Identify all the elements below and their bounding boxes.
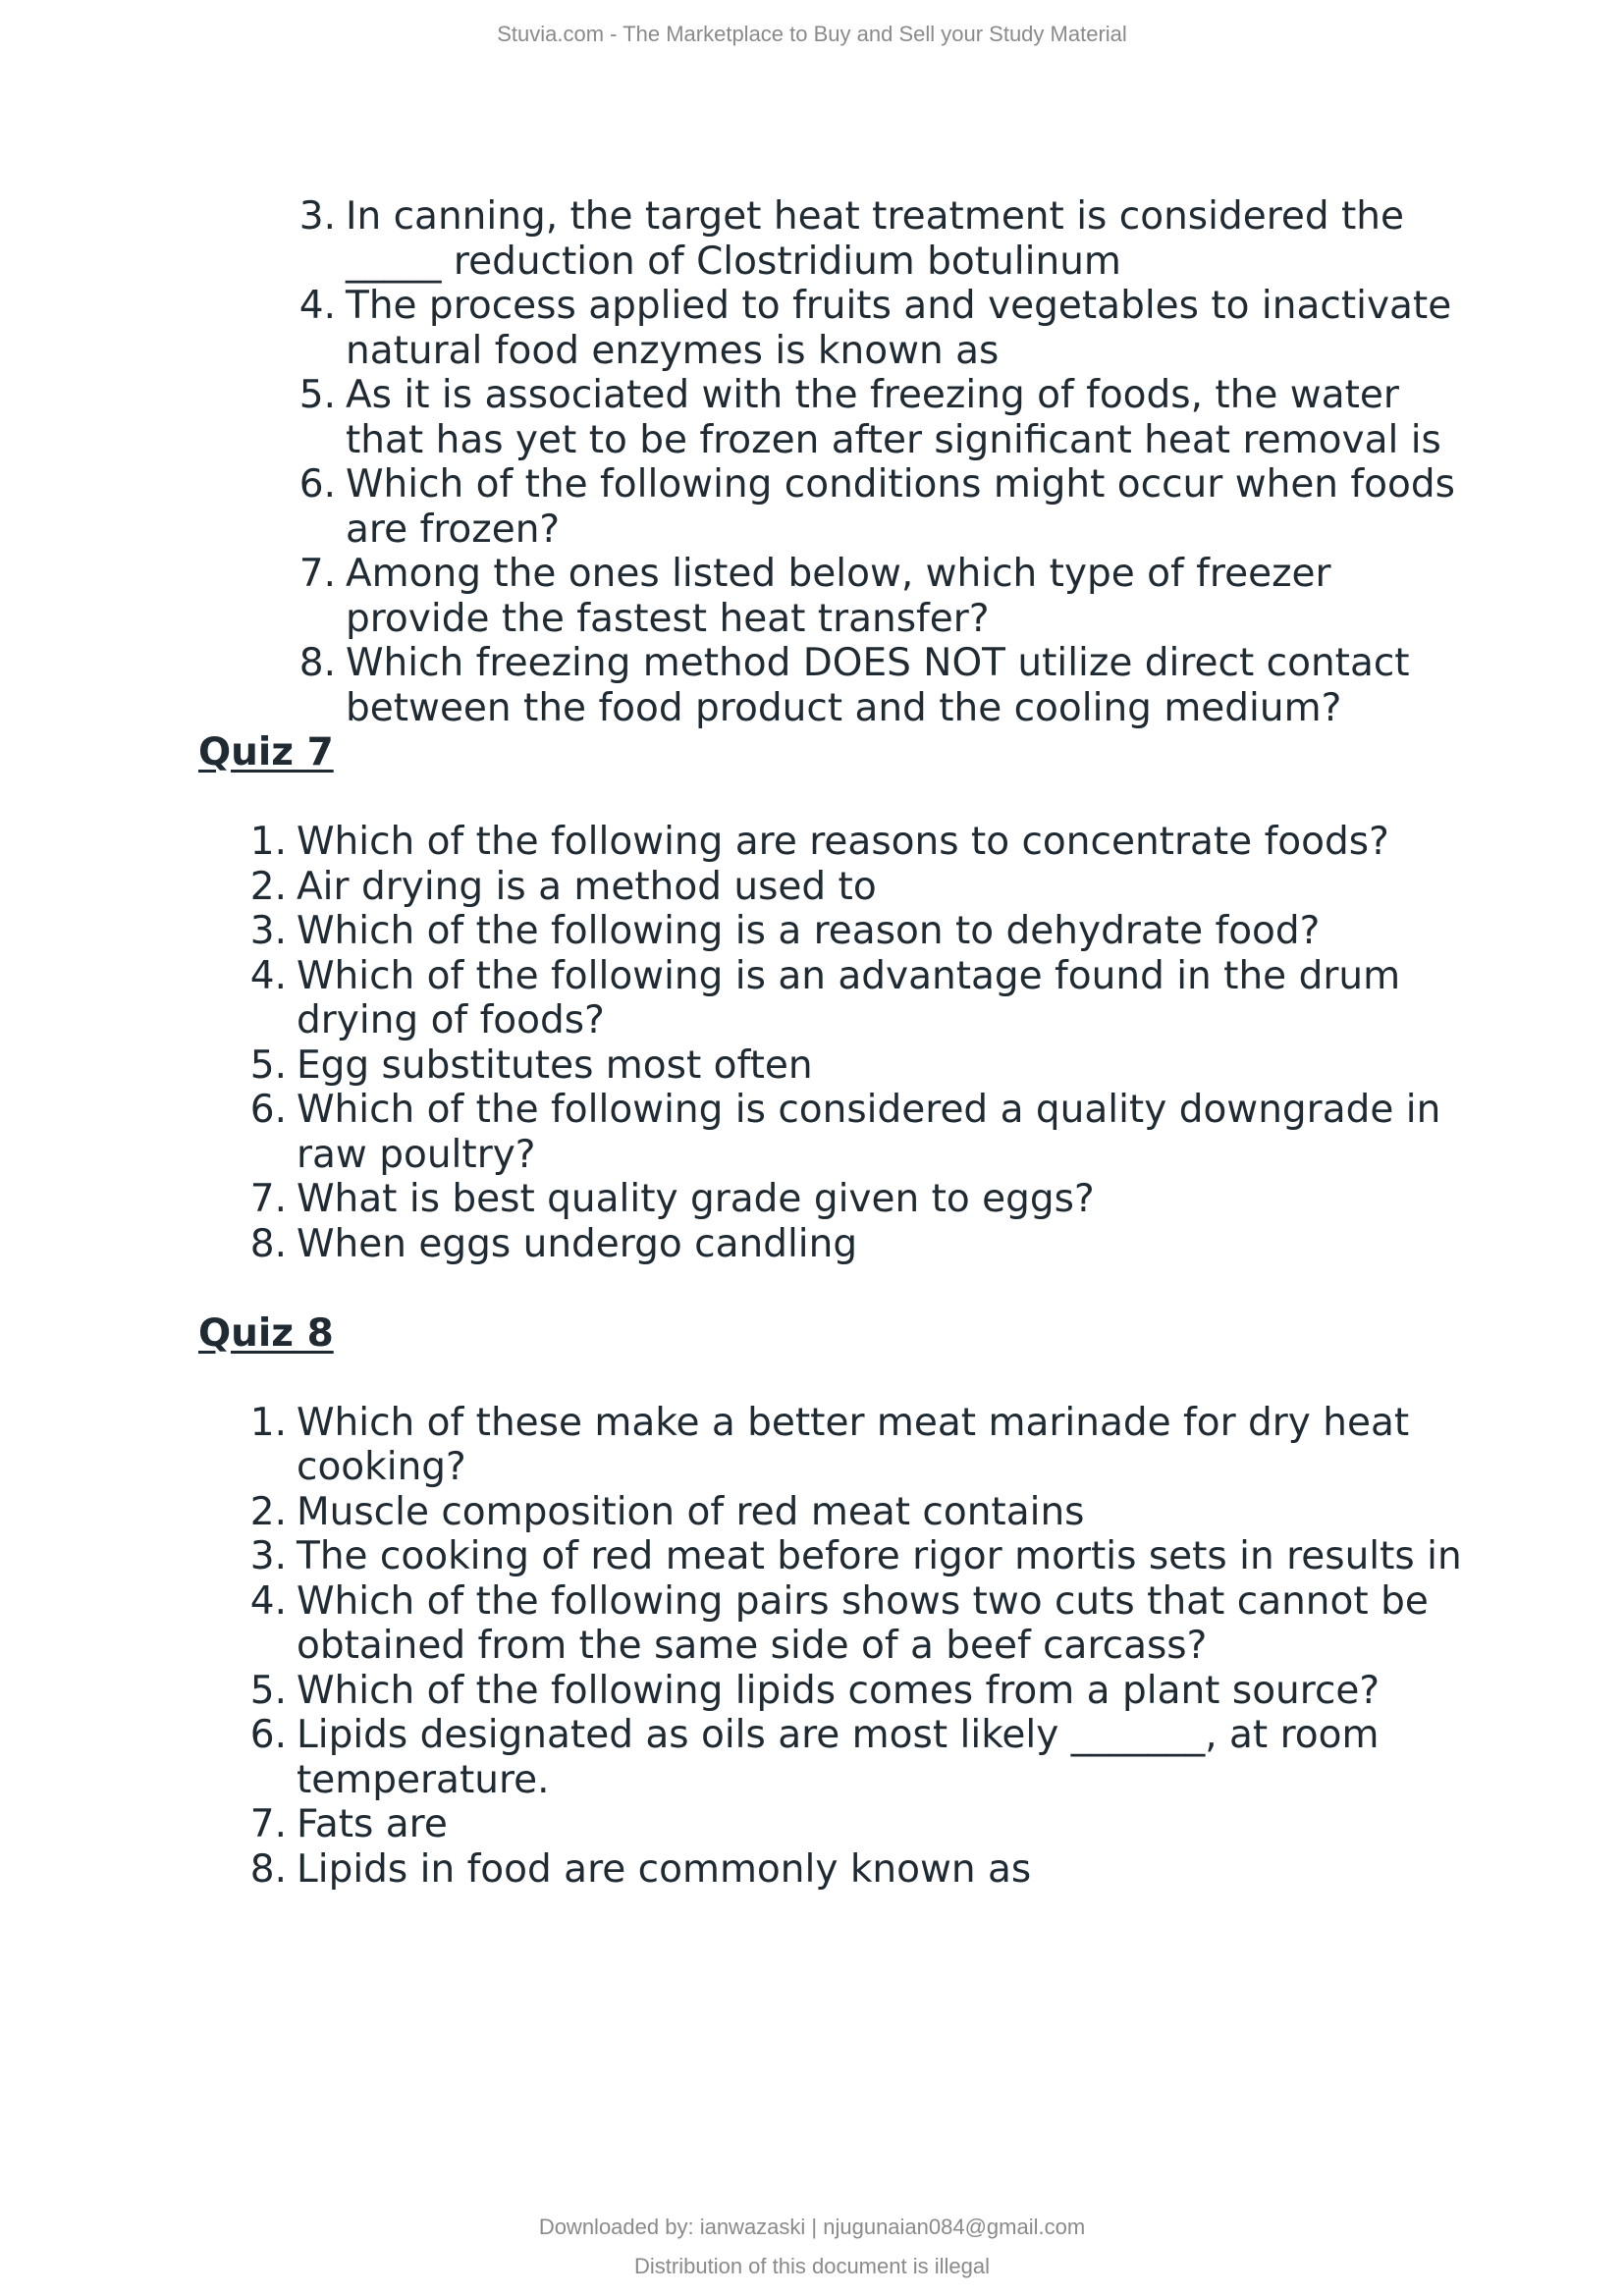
list-item <box>0 954 1475 1043</box>
item-text: As it is associated with the freezing of foods, the water that has yet to be frozen after significant heat removal is <box>346 373 1441 462</box>
list-item <box>0 865 1475 910</box>
list-item <box>0 462 1465 552</box>
item-text: Air drying is a method used to <box>297 864 877 909</box>
item-text: Which of the following conditions might occur when foods are frozen? <box>346 462 1455 552</box>
item-number: 8. <box>249 1221 287 1266</box>
item-number: 7. <box>298 552 336 596</box>
quiz-7-heading: Quiz 7 <box>198 730 334 774</box>
item-number: 5. <box>249 1668 287 1713</box>
item-text: The cooking of red meat before rigor mortis sets in results in <box>297 1534 1462 1578</box>
list-item <box>0 641 1465 730</box>
page-header: Stuvia.com - The Marketplace to Buy and Sell your Study Material <box>497 22 1127 46</box>
list-item <box>0 1579 1475 1669</box>
item-text: Which of the following is considered a quality downgrade in raw poultry? <box>297 1088 1441 1177</box>
item-number: 3. <box>298 194 336 239</box>
item-number: 4. <box>298 284 336 328</box>
quiz-8-question-list <box>0 1401 1624 1893</box>
document-content <box>0 194 1624 1892</box>
list-item <box>0 1802 1475 1847</box>
list-item <box>0 1847 1475 1893</box>
item-number: 4. <box>249 1578 287 1624</box>
item-number: 1. <box>249 1400 287 1445</box>
item-text: Which of the following are reasons to concentrate foods? <box>297 820 1389 864</box>
quiz-7-question-list <box>0 820 1624 1266</box>
item-number: 8. <box>298 641 336 685</box>
list-item <box>0 1669 1475 1714</box>
item-text: Which freezing method DOES NOT utilize direct contact between the food product and the cooling medium? <box>346 641 1410 730</box>
item-text: Lipids designated as oils are most likely _______, at room temperature. <box>297 1713 1380 1802</box>
download-notice: Downloaded by: ianwazaski | njugunaian084@gmail.com <box>538 2215 1086 2239</box>
item-number: 6. <box>298 462 336 507</box>
list-item <box>0 1713 1475 1802</box>
list-item <box>0 1490 1475 1535</box>
item-text: What is best quality grade given to eggs? <box>297 1177 1095 1221</box>
item-text: Lipids in food are commonly known as <box>297 1846 1032 1892</box>
list-item <box>0 1088 1475 1177</box>
list-item <box>0 373 1465 462</box>
item-text: Egg substitutes most often <box>297 1042 813 1088</box>
item-text: In canning, the target heat treatment is considered the _____ reduction of Clostridium botulinum <box>346 194 1405 284</box>
distribution-notice: Distribution of this document is illegal <box>634 2254 990 2278</box>
list-item <box>0 1401 1475 1490</box>
spacer <box>0 1356 1624 1401</box>
item-number: 1. <box>249 820 287 864</box>
list-item <box>0 1177 1475 1222</box>
list-item <box>0 909 1475 954</box>
item-number: 2. <box>249 864 287 909</box>
item-text: When eggs undergo candling <box>297 1221 858 1266</box>
item-number: 6. <box>249 1713 287 1757</box>
item-text: Among the ones listed below, which type of freezer provide the fastest heat transfer? <box>346 552 1331 641</box>
item-number: 8. <box>249 1846 287 1892</box>
item-number: 5. <box>249 1042 287 1088</box>
item-number: 5. <box>298 373 336 417</box>
item-number: 7. <box>249 1177 287 1221</box>
item-number: 3. <box>249 1534 287 1578</box>
item-text: Which of the following pairs shows two cuts that cannot be obtained from the same side of a beef carcass? <box>297 1578 1429 1668</box>
spacer <box>0 775 1624 821</box>
item-text: Muscle composition of red meat contains <box>297 1489 1085 1534</box>
item-text: Which of the following is a reason to dehydrate food? <box>297 909 1321 953</box>
list-item <box>0 194 1465 284</box>
spacer <box>0 1266 1624 1311</box>
item-text: The process applied to fruits and vegetables to inactivate natural food enzymes is known as <box>346 284 1452 373</box>
item-number: 7. <box>249 1802 287 1846</box>
item-number: 2. <box>249 1489 287 1534</box>
item-number: 3. <box>249 909 287 953</box>
item-number: 6. <box>249 1088 287 1132</box>
item-text: Which of the following lipids comes from a plant source? <box>297 1668 1380 1713</box>
list-item <box>0 284 1465 373</box>
list-item <box>0 820 1475 865</box>
item-text: Which of these make a better meat marinade for dry heat cooking? <box>297 1400 1410 1489</box>
item-number: 4. <box>249 953 287 998</box>
item-text: Fats are <box>297 1802 448 1846</box>
list-item <box>0 1534 1475 1579</box>
list-item <box>0 552 1465 641</box>
list-item <box>0 1043 1475 1089</box>
quiz-8-heading: Quiz 8 <box>198 1310 334 1356</box>
list-item <box>0 1222 1475 1267</box>
item-text: Which of the following is an advantage found in the drum drying of foods? <box>297 953 1401 1042</box>
continued-question-list <box>0 194 1624 730</box>
